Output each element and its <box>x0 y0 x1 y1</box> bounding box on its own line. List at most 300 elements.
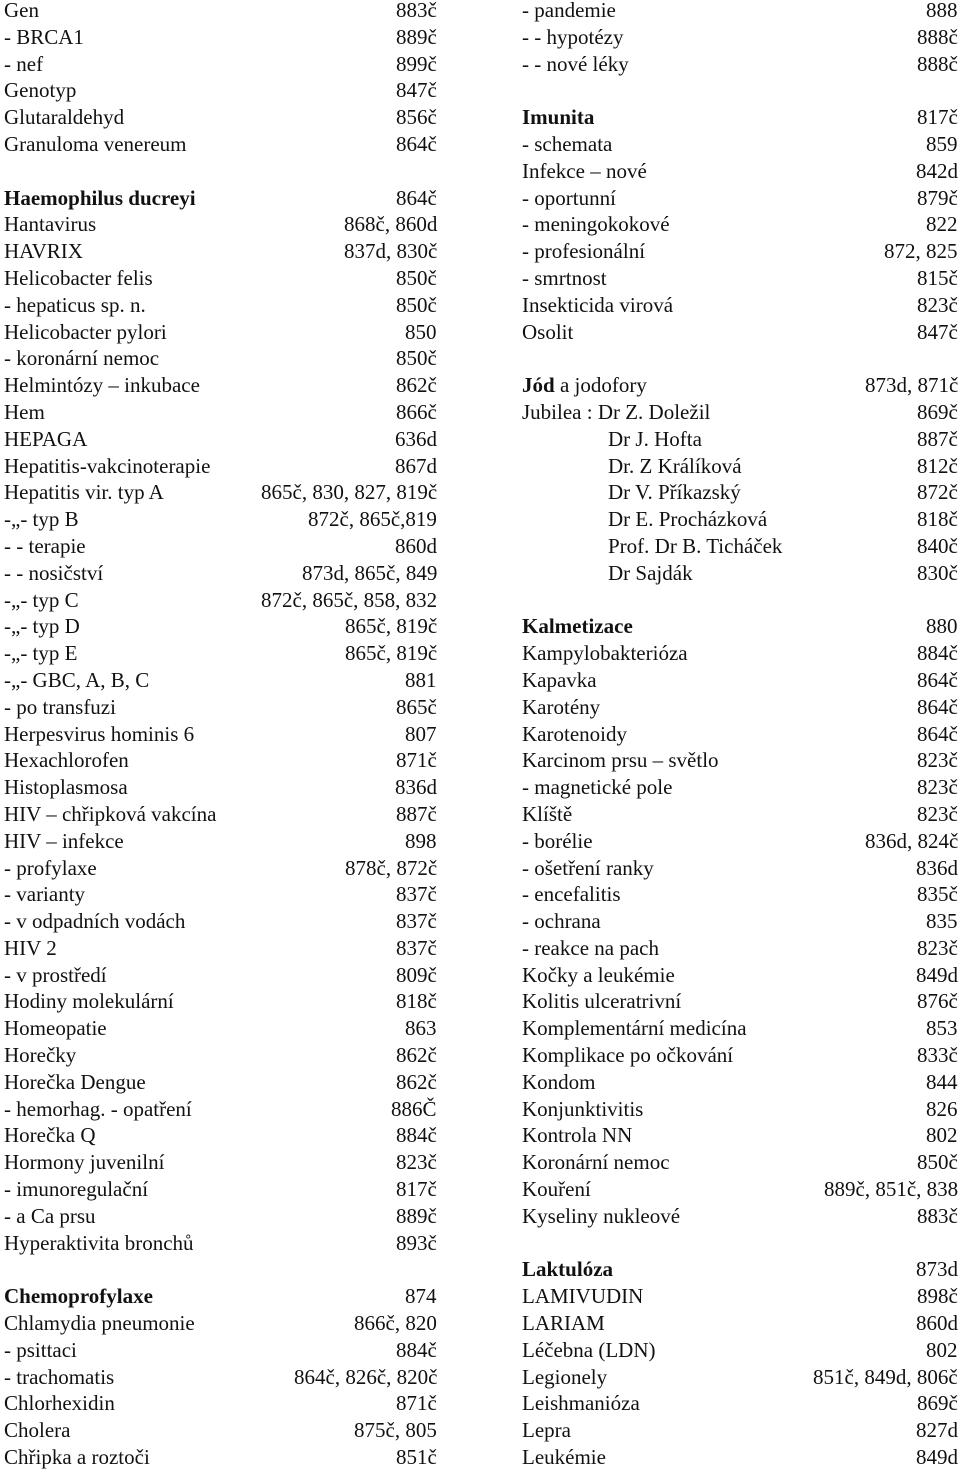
index-entry <box>0 375 450 402</box>
entry-pages: 823č <box>917 801 958 826</box>
entry-term: - magnetické pole <box>522 775 673 800</box>
index-entry <box>518 24 960 54</box>
entry-term: LARIAM <box>522 1311 605 1336</box>
entry-term: - nef <box>4 51 44 76</box>
index-entry <box>0 1230 450 1260</box>
entry-term: Kampylobakterióza <box>522 641 688 666</box>
index-entry <box>0 801 450 831</box>
entry-pages: 871č <box>396 748 437 773</box>
entry-pages: 807 <box>405 721 437 746</box>
entry-term: Chřipka a roztoči <box>4 1445 150 1470</box>
entry-term: Kapavka <box>522 667 597 692</box>
entry-term: - ošetření ranky <box>522 855 654 880</box>
entry-pages: 883č <box>917 1203 958 1228</box>
entry-pages: 849d <box>916 1445 958 1470</box>
entry-pages: 887č <box>917 426 958 451</box>
index-entry <box>0 884 450 911</box>
entry-term: Kouření <box>522 1177 591 1202</box>
index-entry <box>0 991 450 1018</box>
index-entry <box>518 1364 960 1394</box>
index-entry <box>0 0 450 27</box>
entry-term: Gen <box>4 0 39 22</box>
index-entry <box>0 828 450 858</box>
index-entry <box>0 107 450 134</box>
entry-pages: 875č, 805 <box>354 1418 437 1443</box>
entry-pages: 898 <box>405 828 437 853</box>
entry-term: - pandemie <box>522 0 616 22</box>
index-entry <box>0 643 450 670</box>
index-entry <box>0 1203 450 1233</box>
index-entry <box>0 855 450 885</box>
entry-term: - meningokokové <box>522 212 670 237</box>
entry-term: - oportunní <box>522 185 616 210</box>
entry-term: Konjunktivitis <box>522 1096 644 1121</box>
entry-pages: 864č <box>396 185 437 210</box>
entry-pages: 889č <box>396 24 437 49</box>
index-entry <box>518 1286 960 1313</box>
entry-term: Granuloma venereum <box>4 131 187 156</box>
index-entry <box>0 721 450 751</box>
index-entry <box>518 292 960 322</box>
entry-pages: 859 <box>926 131 958 156</box>
entry-term: Herpesvirus hominis 6 <box>4 721 195 746</box>
index-entry <box>518 801 960 831</box>
entry-term: Laktulóza <box>522 1257 614 1282</box>
index-entry <box>0 24 450 54</box>
entry-pages: 812č <box>917 453 958 478</box>
index-entry <box>0 1069 450 1099</box>
index-entry <box>0 1179 450 1206</box>
entry-pages: 862č <box>396 1069 437 1094</box>
index-entry <box>518 399 960 429</box>
entry-pages: 860d <box>395 533 437 558</box>
entry-term: Léčebna (LDN) <box>522 1337 656 1362</box>
index-entry <box>518 777 960 804</box>
index-entry <box>0 348 450 375</box>
index-entry <box>0 533 450 563</box>
index-entry <box>0 265 450 295</box>
entry-term: Homeopatie <box>4 1016 107 1041</box>
entry-term: Hantavirus <box>4 212 97 237</box>
index-entry <box>518 265 960 295</box>
index-entry <box>518 1313 960 1340</box>
entry-pages: 865č, 819č <box>345 641 438 666</box>
entry-pages: 864č <box>917 667 958 692</box>
entry-pages: 864č <box>396 131 437 156</box>
index-entry <box>0 1125 450 1152</box>
entry-term: Hodiny molekulární <box>4 989 174 1014</box>
entry-pages: 889č <box>396 1203 437 1228</box>
entry-term: - - nosičství <box>4 560 104 585</box>
entry-term: Cholera <box>4 1418 71 1443</box>
entry-term: Genotyp <box>4 78 77 103</box>
entry-pages: 636d <box>395 426 437 451</box>
entry-term: - v odpadních vodách <box>4 909 186 934</box>
entry-pages: 860d <box>916 1311 958 1336</box>
entry-term: Chlamydia pneumonie <box>4 1311 195 1336</box>
index-entry <box>0 1447 450 1474</box>
entry-term: - hepaticus sp. n. <box>4 292 146 317</box>
entry-term: - - terapie <box>4 533 86 558</box>
index-entry <box>0 292 450 322</box>
index-entry <box>0 777 450 804</box>
entry-pages: 872, 825 <box>884 239 958 264</box>
index-entry <box>0 185 450 215</box>
entry-pages: 874 <box>405 1284 437 1309</box>
entry-pages: 836d <box>395 775 437 800</box>
entry-pages: 817č <box>917 105 958 130</box>
index-entry <box>0 453 450 483</box>
index-entry <box>518 1447 960 1474</box>
entry-term: Haemophilus ducreyi <box>4 185 196 210</box>
entry-term: Helicobacter pylori <box>4 319 167 344</box>
entry-term: Dr E. Procházková <box>608 507 768 532</box>
index-entry <box>518 533 960 563</box>
entry-term: Karotenoidy <box>522 721 627 746</box>
entry-term: Hepatitis vir. typ A <box>4 480 164 505</box>
index-entry <box>0 51 450 81</box>
entry-term: - v prostředí <box>4 962 107 987</box>
index-entry <box>518 935 960 965</box>
index-entry <box>518 426 960 456</box>
entry-term: - hemorhag. - opatření <box>4 1096 192 1121</box>
entry-pages: 884č <box>917 641 958 666</box>
entry-term: - BRCA1 <box>4 24 84 49</box>
index-blank <box>518 1233 960 1260</box>
index-entry <box>518 1393 960 1420</box>
entry-pages: 880 <box>926 614 958 639</box>
entry-pages: 851č, 849d, 806č <box>813 1364 958 1389</box>
entry-pages: 840č <box>917 533 958 558</box>
entry-term: Leukémie <box>522 1445 606 1470</box>
index-entry <box>518 884 960 911</box>
index-entry <box>0 214 450 241</box>
entry-term: - encefalitis <box>522 882 621 907</box>
entry-term: - koronární nemoc <box>4 346 160 371</box>
entry-term: - po transfuzi <box>4 694 116 719</box>
index-entry <box>518 750 960 777</box>
index-entry <box>518 828 960 858</box>
index-entry <box>518 1203 960 1233</box>
entry-term: Kolitis ulceratrivní <box>522 989 682 1014</box>
entry-pages: 850č <box>917 1150 958 1175</box>
entry-pages: 888č <box>917 51 958 76</box>
entry-pages: 837č <box>396 909 437 934</box>
entry-pages: 864č <box>917 694 958 719</box>
entry-pages: 818č <box>917 507 958 532</box>
index-entry <box>0 399 450 429</box>
entry-term: Horečka Dengue <box>4 1069 146 1094</box>
index-entry <box>518 319 960 349</box>
entry-pages: 864č, 826č, 820č <box>294 1364 438 1389</box>
entry-pages: 878č, 872č <box>345 855 438 880</box>
index-entry <box>518 509 960 536</box>
entry-term: - trachomatis <box>4 1364 115 1389</box>
entry-pages: 847č <box>917 319 958 344</box>
entry-term: HIV – chřipková vakcína <box>4 801 217 826</box>
index-blank <box>518 590 960 617</box>
entry-term: Karotény <box>522 694 601 719</box>
index-entry <box>0 1096 450 1126</box>
entry-pages: 823č <box>917 292 958 317</box>
index-entry <box>0 241 450 268</box>
index-entry <box>0 560 450 590</box>
entry-pages: 881 <box>405 667 437 692</box>
entry-term: Koronární nemoc <box>522 1150 670 1175</box>
index-entry <box>0 911 450 938</box>
entry-pages: 872č, 865č, 858, 832 <box>261 587 438 612</box>
index-entry <box>0 1337 450 1367</box>
index-entry <box>518 855 960 885</box>
entry-pages: 873d, 871č <box>865 373 959 398</box>
entry-term: Dr Sajdák <box>608 560 693 585</box>
index-entry <box>518 1045 960 1072</box>
entry-term: Horečky <box>4 1043 77 1068</box>
entry-pages: 873d, 865č, 849 <box>302 560 438 585</box>
entry-pages: 836d <box>916 855 958 880</box>
entry-term: Insekticida virová <box>522 292 674 317</box>
index-entry <box>518 721 960 751</box>
index-entry <box>518 1179 960 1206</box>
entry-term: Histoplasmosa <box>4 775 128 800</box>
index-entry <box>518 107 960 134</box>
entry-pages: 823č <box>396 1150 437 1175</box>
entry-term: Dr. Z Králíková <box>608 453 742 478</box>
entry-pages: 865č <box>396 694 437 719</box>
entry-pages: 865č, 819č <box>345 614 438 639</box>
entry-term: -„- typ B <box>4 507 79 532</box>
entry-pages: 837č <box>396 882 437 907</box>
entry-pages: 862č <box>396 373 437 398</box>
entry-pages: 893č <box>396 1230 437 1255</box>
index-entry <box>518 667 960 697</box>
index-entry <box>0 1393 450 1420</box>
entry-term: Kočky a leukémie <box>522 962 675 987</box>
index-entry <box>0 1364 450 1394</box>
index-entry <box>0 509 450 536</box>
entry-term: LAMIVUDIN <box>522 1284 644 1309</box>
entry-pages: 888č <box>917 24 958 49</box>
entry-pages: 866č, 820 <box>354 1311 437 1336</box>
entry-term: Chlorhexidin <box>4 1391 115 1416</box>
entry-pages: 863 <box>405 1016 437 1041</box>
index-entry <box>518 643 960 670</box>
entry-term: Kontrola NN <box>522 1123 633 1148</box>
entry-pages: 889č, 851č, 838 <box>824 1177 959 1202</box>
index-blank <box>0 1259 450 1286</box>
index-entry <box>0 482 450 509</box>
entry-pages: 868č, 860d <box>344 212 438 237</box>
index-entry <box>0 962 450 992</box>
entry-term: Kyseliny nukleové <box>522 1203 681 1228</box>
entry-term: Imunita <box>522 105 595 130</box>
entry-pages: 809č <box>396 962 437 987</box>
entry-pages: 879č <box>917 185 958 210</box>
entry-pages: 850č <box>396 292 437 317</box>
entry-term: HAVRIX <box>4 239 83 264</box>
index-entry <box>518 158 960 188</box>
entry-pages: 884č <box>396 1337 437 1362</box>
index-entry <box>0 131 450 161</box>
entry-pages: 818č <box>396 989 437 1014</box>
index-entry <box>0 319 450 349</box>
entry-term: Hepatitis-vakcinoterapie <box>4 453 211 478</box>
entry-term-rest: a jodofory <box>554 373 647 398</box>
entry-term: Glutaraldehyd <box>4 105 125 130</box>
entry-term: -„- typ C <box>4 587 79 612</box>
index-entry <box>518 453 960 483</box>
index-entry <box>518 51 960 81</box>
entry-term: - varianty <box>4 882 86 907</box>
entry-pages: 869č <box>917 399 958 424</box>
index-entry <box>518 911 960 938</box>
entry-term: Infekce – nové <box>522 158 647 183</box>
entry-term: - smrtnost <box>522 265 607 290</box>
entry-term: - profylaxe <box>4 855 97 880</box>
index-entry <box>518 1337 960 1367</box>
entry-pages: 873d <box>916 1257 958 1282</box>
entry-pages: 866č <box>396 399 437 424</box>
index-entry <box>518 214 960 241</box>
entry-pages: 847č <box>396 78 437 103</box>
index-entry <box>518 1259 960 1286</box>
entry-pages: 850 <box>405 319 437 344</box>
entry-pages: 869č <box>917 1391 958 1416</box>
entry-term: - psittaci <box>4 1337 77 1362</box>
entry-pages: 823č <box>917 748 958 773</box>
entry-pages: 835č <box>917 882 958 907</box>
entry-pages: 884č <box>396 1123 437 1148</box>
index-entry <box>518 241 960 268</box>
index-entry <box>518 560 960 590</box>
entry-term: Karcinom prsu – světlo <box>522 748 719 773</box>
entry-term: - schemata <box>522 131 613 156</box>
entry-term: Horečka Q <box>4 1123 96 1148</box>
entry-term: Komplementární medicína <box>522 1016 747 1041</box>
entry-term: Osolit <box>522 319 574 344</box>
entry-pages: 888 <box>926 0 958 22</box>
index-blank <box>518 348 960 375</box>
index-right-column <box>518 0 960 1474</box>
entry-pages: 850č <box>396 265 437 290</box>
entry-term: - reakce na pach <box>522 935 659 960</box>
index-entry <box>0 1152 450 1179</box>
entry-pages: 886Č <box>391 1096 437 1121</box>
entry-term: - ochrana <box>522 909 601 934</box>
entry-term: Hexachlorofen <box>4 748 129 773</box>
entry-pages: 842d <box>916 158 958 183</box>
entry-term: Kondom <box>522 1069 596 1094</box>
index-entry <box>518 694 960 724</box>
entry-pages: 835 <box>926 909 958 934</box>
index-entry <box>518 616 960 643</box>
entry-pages: 827d <box>916 1418 958 1443</box>
entry-term: HIV – infekce <box>4 828 124 853</box>
index-blank <box>0 161 450 188</box>
entry-term: -„- typ D <box>4 614 80 639</box>
entry-pages: 802 <box>926 1337 958 1362</box>
index-entry <box>518 131 960 161</box>
entry-term: Helicobacter felis <box>4 265 153 290</box>
entry-term: Hem <box>4 399 45 424</box>
entry-pages: 853 <box>926 1016 958 1041</box>
index-blank <box>518 80 960 107</box>
index-entry <box>0 1286 450 1313</box>
entry-pages: 830č <box>917 560 958 585</box>
entry-term: Dr J. Hofta <box>608 426 702 451</box>
entry-pages: 883č <box>396 0 437 22</box>
index-entry <box>0 1045 450 1072</box>
entry-term: - imunoregulační <box>4 1177 149 1202</box>
entry-term: HIV 2 <box>4 935 57 960</box>
entry-pages: 802 <box>926 1123 958 1148</box>
entry-pages: 872č <box>917 480 958 505</box>
entry-pages: 826 <box>926 1096 958 1121</box>
entry-pages: 898č <box>917 1284 958 1309</box>
entry-pages: 865č, 830, 827, 819č <box>261 480 438 505</box>
entry-pages: 815č <box>917 265 958 290</box>
index-entry <box>0 1313 450 1340</box>
index-entry <box>0 1018 450 1045</box>
entry-pages: 851č <box>396 1445 437 1470</box>
entry-term: - - hypotézy <box>522 24 624 49</box>
entry-pages: 862č <box>396 1043 437 1068</box>
entry-term: Klíště <box>522 801 573 826</box>
index-entry <box>518 1125 960 1152</box>
entry-pages: 850č <box>396 346 437 371</box>
entry-pages: 837d, 830č <box>344 239 438 264</box>
entry-pages: 867d <box>395 453 437 478</box>
entry-term-bold: Jód <box>522 373 555 398</box>
entry-pages: 887č <box>396 801 437 826</box>
entry-pages: 822 <box>926 212 958 237</box>
entry-pages: 876č <box>917 989 958 1014</box>
index-entry <box>0 750 450 777</box>
entry-pages: 833č <box>917 1043 958 1068</box>
index-entry <box>0 935 450 965</box>
entry-term: HEPAGA <box>4 426 88 451</box>
entry-pages: 864č <box>917 721 958 746</box>
entry-term: -„- GBC, A, B, C <box>4 667 150 692</box>
entry-term: -„- typ E <box>4 641 78 666</box>
entry-term: - borélie <box>522 828 593 853</box>
index-entry <box>0 694 450 724</box>
entry-term: Hormony juvenilní <box>4 1150 165 1175</box>
entry-term <box>522 375 647 396</box>
entry-term: Komplikace po očkování <box>522 1043 734 1068</box>
entry-term: Dr V. Příkazský <box>608 480 741 505</box>
entry-pages: 844 <box>926 1069 958 1094</box>
entry-term: Prof. Dr B. Ticháček <box>608 533 783 558</box>
entry-pages: 836d, 824č <box>865 828 959 853</box>
entry-pages: 823č <box>917 775 958 800</box>
index-entry <box>518 991 960 1018</box>
entry-pages: 837č <box>396 935 437 960</box>
index-entry <box>518 1069 960 1099</box>
entry-pages: 823č <box>917 935 958 960</box>
entry-term: Helmintózy – inkubace <box>4 373 200 398</box>
index-entry <box>0 1420 450 1447</box>
entry-term: Jubilea : Dr Z. Doležil <box>522 399 711 424</box>
index-entry <box>518 482 960 509</box>
entry-pages: 849d <box>916 962 958 987</box>
entry-term: Hyperaktivita bronchů <box>4 1230 194 1255</box>
index-entry <box>518 375 960 402</box>
entry-pages: 899č <box>396 51 437 76</box>
index-left-column <box>0 0 450 1474</box>
index-entry <box>518 1018 960 1045</box>
index-entry <box>0 587 450 617</box>
